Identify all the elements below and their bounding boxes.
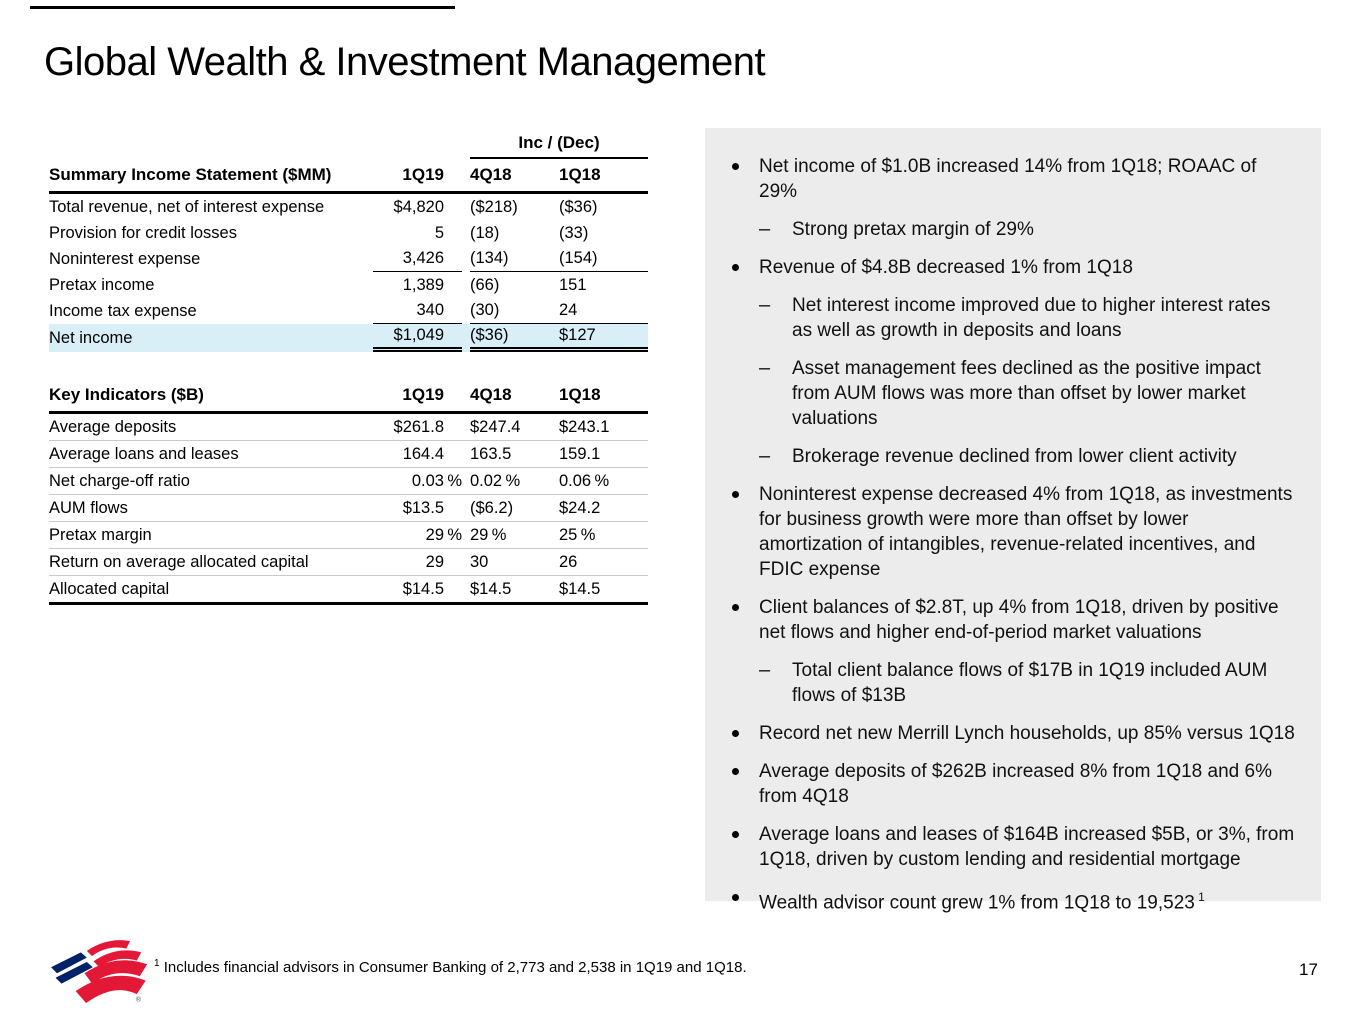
bullet-icon: [729, 885, 759, 915]
cell: [373, 522, 462, 548]
cell-value: $14.5: [559, 579, 601, 598]
cell-unit: %: [505, 471, 521, 490]
cell: [373, 246, 462, 272]
income-col-header-1q19: 1Q19: [402, 165, 444, 184]
table-row: [49, 576, 648, 605]
key-col-header-1q18: 1Q18: [559, 385, 601, 404]
cell-group: [470, 324, 648, 352]
row-label: Pretax income: [49, 275, 155, 294]
sub-bullet-item: [759, 217, 1295, 242]
cell-group: [470, 194, 648, 220]
table-row: [49, 298, 648, 324]
bullet-icon: [729, 482, 759, 582]
cell-group: [470, 441, 648, 467]
income-table-header: [49, 159, 648, 194]
sub-bullet-item: [759, 293, 1295, 343]
footnote: [154, 958, 747, 976]
cell: [470, 445, 559, 464]
cell: [373, 298, 462, 324]
bullet-text: Total client balance flows of $17B in 1Q19 included AUM flows of $13B: [792, 660, 1268, 706]
bullet-icon: [729, 595, 759, 645]
bullet-item: [729, 154, 1295, 204]
row-label: Average deposits: [49, 417, 177, 436]
bullet-item: [729, 721, 1295, 746]
row-label: Allocated capital: [49, 579, 170, 598]
cell-value: 0.06: [559, 471, 592, 490]
row-label: Income tax expense: [49, 301, 197, 320]
cell-value: 25: [559, 525, 578, 544]
bullet-text: Brokerage revenue declined from lower client activity: [792, 446, 1237, 467]
cell-value: 0.03: [411, 471, 444, 490]
row-label: Pretax margin: [49, 525, 152, 544]
cell-value: $13.5: [402, 498, 444, 517]
key-table-body: [49, 414, 648, 605]
cell: [559, 472, 648, 491]
cell-value: 159.1: [559, 444, 601, 463]
sub-bullet-item: [759, 658, 1295, 708]
income-col-header-1q18: 1Q18: [559, 165, 601, 184]
registered-mark: ®: [136, 996, 141, 1004]
cell-value: 26: [559, 552, 578, 571]
bullet-text: Client balances of $2.8T, up 4% from 1Q18, driven by positive net flows and higher end-of-period market valuations: [759, 597, 1279, 643]
cell: [373, 468, 462, 494]
row-label: AUM flows: [49, 498, 128, 517]
cell: [559, 418, 648, 437]
bullet-text: Net interest income improved due to higher interest rates as well as growth in deposits and loans: [792, 295, 1271, 341]
key-table-title: Key Indicators ($B): [49, 385, 204, 404]
dash-icon: –: [759, 357, 771, 379]
cell: [373, 441, 462, 467]
bullet-icon: [729, 721, 759, 746]
table-row: [49, 522, 648, 549]
cell-value: $247.4: [470, 417, 521, 436]
cell: [470, 198, 559, 217]
cell-unit: %: [594, 471, 610, 490]
cell: [470, 526, 559, 545]
bullet-icon: [729, 255, 759, 280]
cell: [470, 472, 559, 491]
cell-group: [470, 272, 648, 298]
cell-unit: %: [447, 525, 462, 544]
cell-value: $127: [559, 326, 596, 344]
cell: [373, 495, 462, 521]
cell-value: 340: [416, 301, 444, 319]
cell: [470, 249, 559, 268]
cell-value: 151: [559, 275, 587, 294]
cell: [559, 499, 648, 518]
cell: [559, 249, 648, 268]
cell: [470, 326, 559, 345]
cell-value: 163.5: [470, 444, 512, 463]
bullet-text: Noninterest expense decreased 4% from 1Q18, as investments for business growth were more than offset by lower amortization of intangibles, revenue-related incentives, and FDIC expense: [759, 484, 1293, 580]
cell: [559, 326, 648, 345]
bullet-text: Asset management fees declined as the positive impact from AUM flows was more than offset by lower market valuations: [792, 358, 1261, 429]
bank-of-america-logo: [42, 933, 154, 1009]
cell-value: ($36): [559, 197, 598, 216]
row-label: Total revenue, net of interest expense: [49, 197, 325, 216]
bullet-item: [729, 595, 1295, 645]
cell-value: 164.4: [402, 444, 444, 463]
cell-value: ($218): [470, 197, 518, 216]
income-col-header-4q18: 4Q18: [470, 165, 512, 184]
cell-value: 1,389: [402, 275, 444, 294]
bullet-text: Wealth advisor count grew 1% from 1Q18 to 19,523 $^1$: [759, 890, 1205, 914]
cell-group: [470, 468, 648, 494]
cell-value: 24: [559, 301, 578, 319]
cell: [559, 276, 648, 295]
cell-value: ($6.2): [470, 498, 514, 517]
bullet-text: Average loans and leases of $164B increased $5B, or 3%, from 1Q18, driven by custom lending and residential mortgage: [759, 824, 1295, 870]
cell: [373, 576, 462, 602]
bullet-icon: [729, 154, 759, 204]
cell: [373, 324, 462, 352]
cell-value: 0.02: [470, 471, 503, 490]
cell-group: [470, 495, 648, 521]
cell-value: $261.8: [393, 417, 444, 436]
bullet-text: Average deposits of $262B increased 8% from 1Q18 and 6% from 4Q18: [759, 761, 1272, 807]
bullet-text: Strong pretax margin of 29%: [792, 219, 1034, 240]
key-table-header: [49, 379, 648, 414]
cell-value: $1,049: [393, 326, 444, 344]
row-label: Return on average allocated capital: [49, 552, 309, 571]
dash-icon: –: [759, 218, 771, 240]
table-row: [49, 246, 648, 272]
bullet-item: [729, 482, 1295, 582]
cell-value: (154): [559, 249, 598, 267]
cell-group: [470, 576, 648, 602]
table-row: [49, 272, 648, 298]
row-label: Net income: [49, 328, 133, 347]
sub-bullet-item: [759, 444, 1295, 469]
cell: [470, 580, 559, 599]
superscript-ref: 1: [1194, 890, 1205, 904]
table-row: [49, 468, 648, 495]
footnote-text: Includes financial advisors in Consumer Banking of 2,773 and 2,538 in 1Q19 and 1Q18.: [163, 959, 747, 976]
cell: [373, 272, 462, 298]
cell-group: [470, 522, 648, 548]
table-row: [49, 194, 648, 220]
cell-value: (18): [470, 223, 500, 242]
bullet-text: Net income of $1.0B increased 14% from 1Q18; ROAAC of 29%: [759, 156, 1257, 202]
dash-icon: –: [759, 659, 771, 681]
cell-value: 29: [470, 525, 489, 544]
row-label: Net charge-off ratio: [49, 471, 190, 490]
bullet-item: [729, 255, 1295, 280]
tables-section: [49, 129, 648, 605]
cell-value: $4,820: [393, 197, 444, 216]
key-indicators-table: [49, 379, 648, 605]
cell-value: 30: [470, 552, 489, 571]
cell-value: 29: [425, 525, 444, 544]
cell-value: (30): [470, 301, 500, 319]
bullet-item: [729, 885, 1295, 915]
highlights-list: [729, 154, 1295, 915]
cell: [373, 549, 462, 575]
income-table-body: [49, 194, 648, 352]
table-row: [49, 220, 648, 246]
income-table-title: Summary Income Statement ($MM): [49, 165, 332, 184]
key-col-header-4q18: 4Q18: [470, 385, 512, 404]
cell: [559, 224, 648, 243]
cell: [470, 224, 559, 243]
cell-group: [470, 549, 648, 575]
cell-value: 29: [425, 552, 444, 571]
cell: [470, 301, 559, 320]
table-row: [49, 441, 648, 468]
cell: [559, 553, 648, 572]
footnote-marker: 1: [154, 958, 160, 969]
cell: [373, 414, 462, 440]
cell-value: (134): [470, 249, 509, 267]
cell: [470, 276, 559, 295]
cell-unit: %: [580, 525, 596, 544]
cell-value: ($36): [470, 326, 509, 344]
cell-value: 5: [434, 223, 444, 242]
bullet-item: [729, 822, 1295, 872]
bullet-text: Record net new Merrill Lynch households, up 85% versus 1Q18: [759, 723, 1295, 744]
cell-group: [470, 246, 648, 272]
inc-dec-header-row: [49, 129, 648, 159]
cell: [559, 580, 648, 599]
cell-value: $14.5: [470, 579, 512, 598]
cell-unit: %: [447, 471, 462, 490]
dash-icon: –: [759, 294, 771, 316]
cell-value: $24.2: [559, 498, 601, 517]
cell-value: $14.5: [402, 579, 444, 598]
cell-group: [470, 220, 648, 246]
cell-value: 3,426: [402, 249, 444, 267]
page-number: 17: [1299, 960, 1318, 979]
bullet-icon: [729, 822, 759, 872]
cell: [559, 301, 648, 320]
cell: [373, 194, 462, 220]
row-label: Average loans and leases: [49, 444, 239, 463]
income-statement-table: [49, 129, 648, 352]
highlights-panel: [705, 128, 1321, 914]
dash-icon: –: [759, 445, 771, 467]
page-title: Global Wealth & Investment Management: [44, 40, 766, 84]
cell: [559, 445, 648, 464]
cell: [559, 198, 648, 217]
cell: [559, 526, 648, 545]
cell-unit: %: [491, 525, 507, 544]
cell: [373, 220, 462, 246]
cell: [470, 499, 559, 518]
cell: [470, 553, 559, 572]
cell-group: [470, 298, 648, 324]
bullet-icon: [729, 759, 759, 809]
table-row: [49, 549, 648, 576]
table-row: [49, 495, 648, 522]
cell-value: $243.1: [559, 417, 610, 436]
table-row: [49, 414, 648, 441]
bullet-text: Revenue of $4.8B decreased 1% from 1Q18: [759, 257, 1133, 278]
row-label: Noninterest expense: [49, 249, 201, 268]
cell-value: (33): [559, 223, 589, 242]
cell: [470, 418, 559, 437]
table-row: [49, 324, 648, 352]
row-label: Provision for credit losses: [49, 223, 237, 242]
top-accent-line: [30, 6, 455, 9]
inc-dec-label: Inc / (Dec): [470, 129, 648, 159]
cell-group: [470, 414, 648, 440]
bullet-item: [729, 759, 1295, 809]
cell-value: (66): [470, 275, 500, 294]
key-col-header-1q19: 1Q19: [402, 385, 444, 404]
sub-bullet-item: [759, 356, 1295, 431]
